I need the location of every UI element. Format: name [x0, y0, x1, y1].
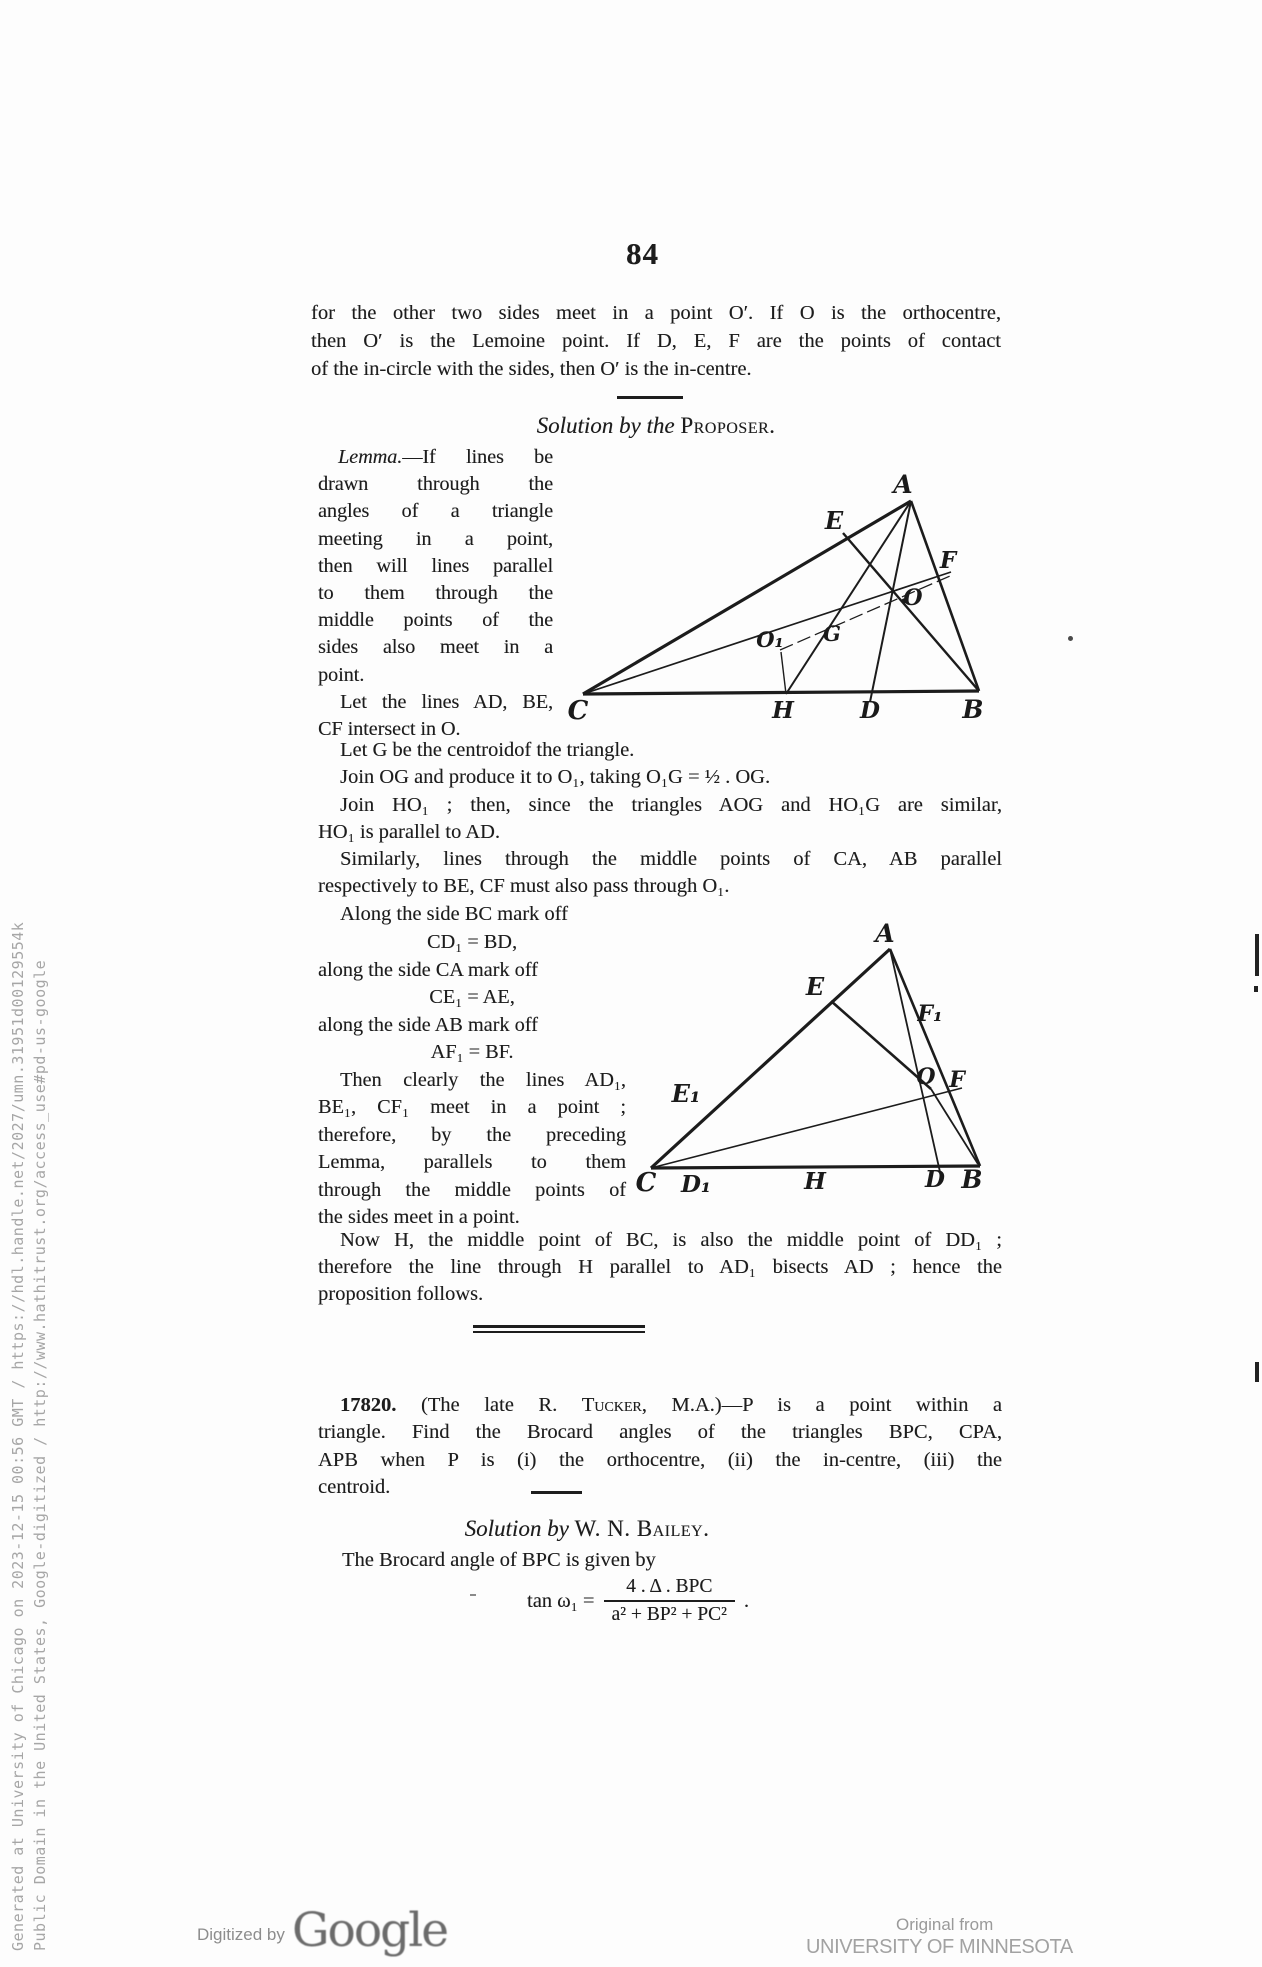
text-line: Let G be the centroidof the triangle. — [340, 739, 635, 761]
double-rule-bottom — [473, 1331, 645, 1333]
problem-number: 17820. — [340, 1394, 397, 1416]
problem-pre: (The late R. — [396, 1394, 582, 1416]
solution-heading-proposer — [312, 413, 1000, 439]
construction-column — [318, 929, 626, 1232]
text-line: then will lines parallel — [318, 554, 553, 577]
text-line: APB when P is (i) the orthocentre, (ii) the in-centre, (iii) the — [318, 1448, 1002, 1471]
brocard-formula — [527, 1576, 749, 1626]
label-D: D — [860, 697, 880, 724]
text-line: through the middle points of — [318, 1178, 626, 1201]
scan-artifact-right-bar — [1255, 934, 1259, 976]
formula-period: . — [743, 1589, 750, 1612]
triangle-figure-1 — [555, 455, 1015, 730]
formula-numerator: 4 . Δ . BPC — [626, 1576, 713, 1597]
text-line: along the side CA mark off — [318, 958, 538, 981]
label-A: A — [893, 470, 913, 499]
label-F: F — [939, 547, 957, 574]
text-line: for the other two sides meet in a point O′. If O is the orthocentre, — [311, 302, 1001, 324]
text-line: sides also meet in a — [318, 636, 553, 659]
text-line — [318, 444, 553, 471]
mid-paragraphs — [318, 737, 1002, 928]
nowh-paragraph — [318, 1227, 1002, 1308]
text-line: Let the lines AD, BE, — [340, 690, 553, 713]
side-CA — [651, 949, 890, 1168]
label-D: D — [925, 1166, 945, 1193]
scan-artifact-speck — [1254, 986, 1258, 992]
brocard-intro-line: The Brocard angle of BPC is given by — [342, 1549, 656, 1571]
label-H: H — [772, 697, 794, 724]
label-D1: D₁ — [680, 1171, 712, 1198]
text-line: HO₁ is parallel to AD. — [318, 820, 500, 843]
problem-author: Tucker — [581, 1394, 642, 1416]
label-A: A — [875, 919, 895, 948]
text-line: point. — [318, 663, 365, 686]
text-line: BE₁, CF₁ meet in a point ; — [318, 1096, 626, 1118]
bailey-name: W. N. Bailey. — [574, 1516, 710, 1541]
text-line: proposition follows. — [318, 1283, 484, 1305]
label-G: G — [823, 621, 841, 646]
line-O1-O-F — [780, 576, 950, 650]
page-number: 84 — [626, 236, 659, 271]
label-B: B — [962, 695, 984, 724]
solution-heading-bailey — [312, 1516, 862, 1542]
text-line: meeting in a point, — [318, 527, 553, 550]
label-O: O — [903, 585, 923, 611]
label-O1: O₁ — [756, 627, 784, 652]
segment-OB — [931, 1089, 978, 1164]
problem-post: , M.A.)—P is a point within a — [641, 1394, 1003, 1416]
text-line: Lemma, parallels to them — [318, 1151, 626, 1173]
formula-denominator: a² + BP² + PC² — [604, 1600, 735, 1626]
text-line: therefore the line through H parallel to AD₁ bisects AD ; hence the — [318, 1256, 1002, 1278]
lemma-paragraph — [318, 444, 553, 743]
cevian-BE — [843, 533, 979, 691]
label-H: H — [804, 1168, 826, 1195]
side-CA — [583, 501, 911, 694]
text-line: CF intersect in O. — [318, 717, 461, 740]
text-line: Similarly, lines through the middle points of CA, AB parallel — [340, 848, 1002, 871]
scan-artifact-dash — [470, 1594, 476, 1596]
text-line: triangle. Find the Brocard angles of the triangles BPC, CPA, — [318, 1421, 1002, 1444]
triangle-figure-2 — [630, 918, 1010, 1200]
original-from-label: Original from — [896, 1915, 994, 1934]
equation-line: AF₁ = BF. — [430, 1041, 514, 1063]
watermark-line-2: Public Domain in the United States, Google-digitized / http://www.hathitrust.org/access_use#pd-us-google — [31, 959, 49, 1951]
text-line: middle points of the — [318, 609, 553, 632]
side-AB — [890, 949, 980, 1166]
separator-rule — [617, 396, 683, 399]
equation-line: CD₁ = BD, — [426, 931, 518, 953]
text-line: respectively to BE, CF must also pass through O₁. — [318, 875, 730, 898]
label-F1: F₁ — [917, 1001, 943, 1027]
lemma-rest: —If lines be — [402, 446, 553, 468]
text-line: Along the side BC mark off — [340, 902, 568, 925]
formula-fraction — [604, 1576, 735, 1626]
text-line: Join HO₁ ; then, since the triangles AOG and HO₁G are similar, — [340, 793, 1002, 816]
separator-rule — [531, 1491, 582, 1494]
segment-H-O1 — [781, 652, 786, 694]
label-B: B — [961, 1165, 983, 1194]
label-C: C — [567, 696, 589, 726]
google-logo: Google — [292, 1903, 448, 1958]
text-line: of the in-circle with the sides, then O′ is the in-centre. — [311, 358, 752, 380]
intro-paragraph — [311, 299, 1001, 383]
text-line: drawn through the — [318, 473, 553, 496]
label-O: O — [916, 1064, 936, 1090]
text-line: to them through the — [318, 581, 553, 604]
label-E1: E₁ — [671, 1079, 701, 1108]
text-line: then O′ is the Lemoine point. If D, E, F are the points of contact — [311, 330, 1001, 352]
text-line: therefore, by the preceding — [318, 1123, 626, 1146]
text-line: Join OG and produce it to O₁, taking O₁G = ½ . OG. — [340, 766, 771, 789]
label-C: C — [635, 1168, 657, 1198]
label-E: E — [824, 506, 844, 535]
formula-lhs: tan ω₁ = — [527, 1589, 595, 1612]
text-line: centroid. — [318, 1475, 391, 1498]
scan-artifact-right-bar — [1255, 1362, 1259, 1382]
text-line: Then clearly the lines AD₁, — [340, 1068, 626, 1091]
proposer-name: Proposer. — [680, 413, 776, 438]
equation-line: CE₁ = AE, — [429, 986, 515, 1008]
label-E: E — [805, 972, 825, 1001]
watermark-line-1: Generated at University of Chicago on 2023-12-15 00:56 GMT / https://hdl.handle.net/2027/umn.31951d00129554k — [9, 921, 27, 1951]
text-line — [318, 1392, 1002, 1419]
hathitrust-watermark — [7, 851, 51, 1951]
solution-by-text: Solution by — [464, 1516, 575, 1541]
side-CB — [583, 691, 979, 694]
institution-label: UNIVERSITY OF MINNESOTA — [806, 1936, 1073, 1958]
double-rule-top — [473, 1325, 645, 1328]
lemma-word: Lemma. — [338, 446, 403, 468]
digitized-by-label: Digitized by — [197, 1925, 285, 1944]
solution-by-text: Solution by the — [536, 413, 681, 438]
label-F: F — [949, 1067, 965, 1093]
text-line: angles of a triangle — [318, 500, 553, 523]
text-line: the sides meet in a point. — [318, 1206, 520, 1228]
text-line: along the side AB mark off — [318, 1013, 538, 1036]
scan-artifact-dot — [1068, 636, 1073, 641]
problem-paragraph — [318, 1392, 1002, 1501]
text-line: Now H, the middle point of BC, is also the middle point of DD₁ ; — [340, 1229, 1002, 1251]
